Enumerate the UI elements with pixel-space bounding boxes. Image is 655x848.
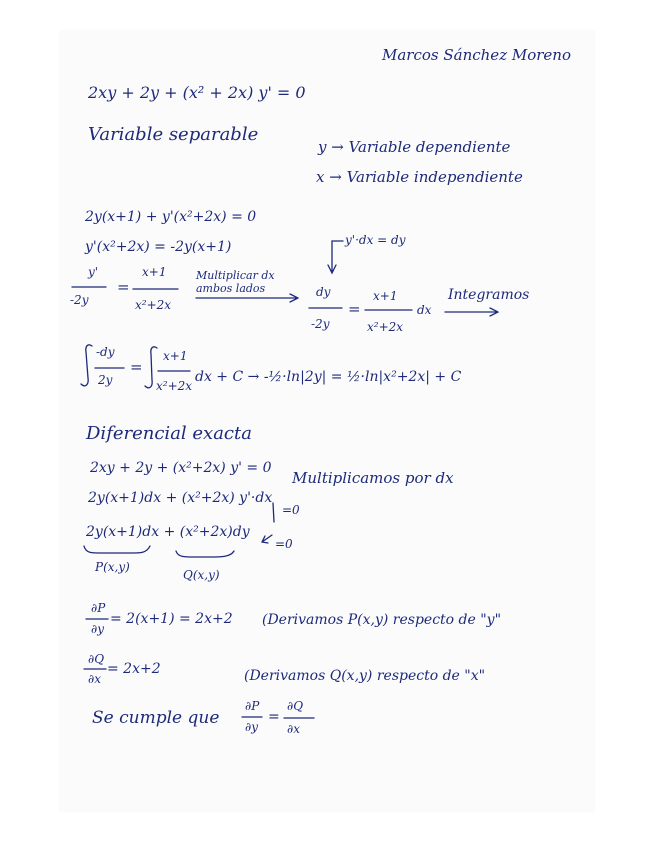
multiply-note-2: ambos lados: [196, 282, 266, 295]
section-title-separable: Variable separable: [88, 124, 259, 145]
dq-result: = 2x+2: [107, 661, 161, 677]
integral-equals: =: [130, 358, 143, 376]
integral-result: dx + C → -½·ln|2y| = ½·ln|x²+2x| + C: [195, 369, 462, 385]
frac-b-den: x²+2x: [135, 298, 172, 312]
frac-c-num: dy: [316, 285, 331, 299]
frac-a-num: y': [88, 265, 99, 279]
note-independent: x → Variable independiente: [316, 168, 523, 186]
label-q: Q(x,y): [183, 568, 220, 582]
eq-zero-a: =0: [282, 503, 300, 517]
conclusion-dq-num: ∂Q: [287, 699, 304, 713]
conclusion-text: Se cumple que: [92, 708, 220, 728]
frac-a-den: -2y: [70, 293, 89, 307]
conclusion-equals: =: [268, 709, 280, 725]
conclusion-dq-den: ∂x: [287, 722, 300, 736]
author-name: Marcos Sánchez Moreno: [382, 46, 571, 64]
frac-c-den: -2y: [311, 317, 330, 331]
frac-d-den: x²+2x: [367, 320, 404, 334]
exact-line-1: 2xy + 2y + (x²+2x) y' = 0: [90, 460, 272, 476]
frac-d-num: x+1: [373, 289, 398, 303]
label-p: P(x,y): [95, 560, 130, 574]
conclusion-dp-num: ∂P: [245, 699, 260, 713]
dq-num: ∂Q: [88, 652, 105, 666]
exact-line-3: 2y(x+1)dx + (x²+2x)dy: [86, 524, 250, 540]
separable-line-1: 2y(x+1) + y'(x²+2x) = 0: [85, 209, 257, 225]
eq-zero-b: =0: [275, 537, 293, 551]
equals-sign-2: =: [348, 300, 361, 318]
int-left-num: -dy: [96, 345, 115, 359]
int-left-den: 2y: [98, 373, 113, 387]
dq-note: (Derivamos Q(x,y) respecto de "x": [244, 668, 486, 684]
equals-sign: =: [117, 278, 130, 296]
multiply-note-1: Multiplicar dx: [196, 269, 275, 282]
main-equation: 2xy + 2y + (x² + 2x) y' = 0: [88, 83, 306, 102]
substitution-note: y'·dx = dy: [345, 233, 406, 247]
int-right-den: x²+2x: [156, 379, 193, 393]
exact-line-2: 2y(x+1)dx + (x²+2x) y'·dx: [88, 490, 273, 506]
dq-den: ∂x: [88, 672, 101, 686]
integrate-note: Integramos: [448, 287, 530, 303]
dp-note: (Derivamos P(x,y) respecto de "y": [262, 612, 502, 628]
dp-result: = 2(x+1) = 2x+2: [110, 611, 233, 627]
int-right-num: x+1: [163, 349, 188, 363]
dp-num: ∂P: [91, 601, 106, 615]
conclusion-dp-den: ∂y: [245, 720, 258, 734]
section-title-exact: Diferencial exacta: [86, 423, 252, 444]
dp-den: ∂y: [91, 622, 104, 636]
separable-line-2: y'(x²+2x) = -2y(x+1): [85, 239, 232, 255]
multiply-by-dx-note: Multiplicamos por dx: [292, 469, 454, 487]
frac-b-num: x+1: [142, 265, 167, 279]
dx-term: dx: [417, 303, 432, 317]
note-dependent: y → Variable dependiente: [318, 138, 511, 156]
